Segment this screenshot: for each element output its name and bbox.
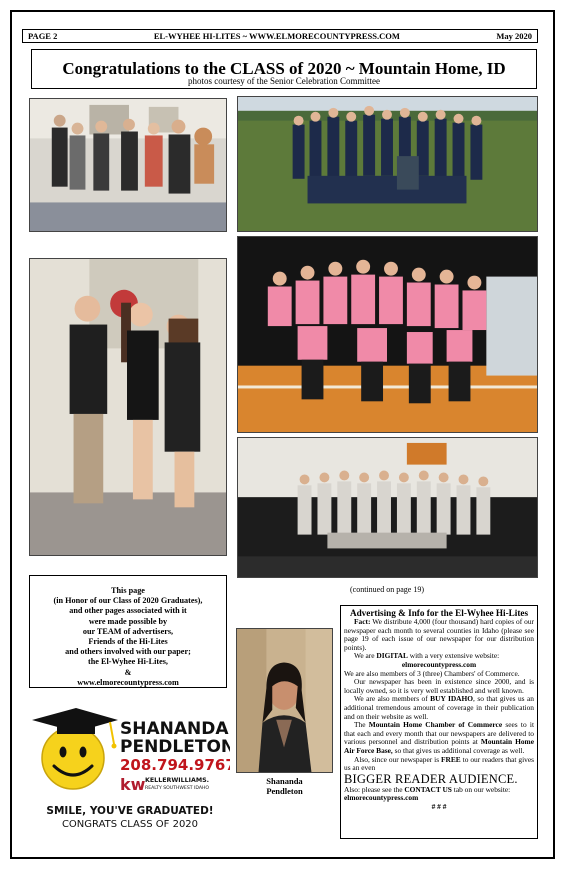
honor-line: & [124,667,132,677]
honor-line: (in Honor of our Class of 2020 Graduates), [53,596,203,606]
chambers-paragraph: We are also members of 3 (three) Chambers' of Commerce. [344,668,520,678]
photo-soccer-team [237,96,538,232]
honor-line: our TEAM of advertisers, [82,626,174,636]
bigger-audience: BIGGER READER AUDIENCE. [344,771,518,786]
honor-line: and other pages associated with it [69,606,187,616]
honor-line: and others involved with our paper; [65,647,191,657]
headline: Congratulations to the CLASS of 2020 ~ Mountain Home, ID [62,59,506,78]
honor-line: were made possible by [88,616,168,626]
smiley-graduate-icon [32,708,118,789]
photo-formal-trio [29,258,227,556]
photo-portrait-shananda [236,628,333,773]
realtor-first-name: SHANANDA [120,719,229,739]
slogan-smile: SMILE, YOU'VE GRADUATED! [46,805,214,817]
free-paragraph: Also, since our newspaper is FREE to our readers that gives us an even [344,754,534,773]
continued-note: (continued on page 19) [350,585,424,594]
contact-paragraph: Also: please see the CONTACT US tab on our website: [344,784,511,794]
kw-brand: KELLERWILLIAMS. [145,777,210,784]
headline-box [31,49,537,89]
honor-box [29,575,227,688]
photo-group-indoors [29,98,227,232]
slogan-congrats: CONGRATS CLASS OF 2020 [61,819,199,830]
keller-williams-logo [120,775,209,794]
portrait-first-name: Shananda [266,776,303,786]
kw-mark: kw [120,775,146,794]
honor-line: Friends of the Hi-Lites [88,637,168,647]
advertising-heading: Advertising & Info for the El-Wyhee Hi-Lites [349,608,529,618]
photo-pink-shirts-gym [237,236,538,433]
issue-date: May 2020 [496,31,532,41]
website-link[interactable]: elmorecountypress.com [401,659,477,669]
existence-paragraph: Our newspaper has been in existence since 2000, and is locally owned, so it is very well established and well known. [344,677,534,695]
page-number: PAGE 2 [28,31,58,41]
advertising-info-box [340,605,538,839]
portrait-last-name: Pendleton [266,786,303,796]
portrait-caption [236,776,333,796]
honor-website-link[interactable]: www.elmorecountypress.com [77,677,179,687]
fact-paragraph: Fact: We distribute 4,000 (four thousand) hard copies of our newspaper each month to several counties in Idaho (please see page 19 of each issue of our newspaper for our distribution points). [344,617,534,652]
realtor-ad [30,706,230,836]
end-mark: # # # [431,801,447,811]
masthead: EL-WYHEE HI-LITES ~ WWW.ELMORECOUNTYPRESS.COM [153,31,400,41]
page-header [22,29,538,43]
kw-region: REALTY SOUTHWEST IDAHO [145,786,210,791]
honor-line: This page [111,586,145,595]
chamber-delivery-paragraph: The Mountain Home Chamber of Commerce sees to it that each and every month that our newspapers are delivered to various personnel and distribution points at Mountain Home Air Force Base, so that gives us additional coverage as well. [344,720,534,755]
honor-line: the El-Wyhee Hi-Lites, [88,657,168,667]
photo-wrestling-group [237,437,538,578]
realtor-last-name: PENDLETON [120,737,230,757]
buy-idaho-paragraph: We are also members of BUY IDAHO, so that gives us an additional tremendous amount of coverage in their publication and on their website as well. [344,694,534,721]
realtor-phone[interactable]: 208.794.9767 [120,756,230,774]
website-link-2[interactable]: elmorecountypress.com [344,793,419,803]
photo-credit: photos courtesy of the Senior Celebration Committee [188,76,380,86]
digital-paragraph: We are DIGITAL with a very extensive website: [354,651,500,661]
